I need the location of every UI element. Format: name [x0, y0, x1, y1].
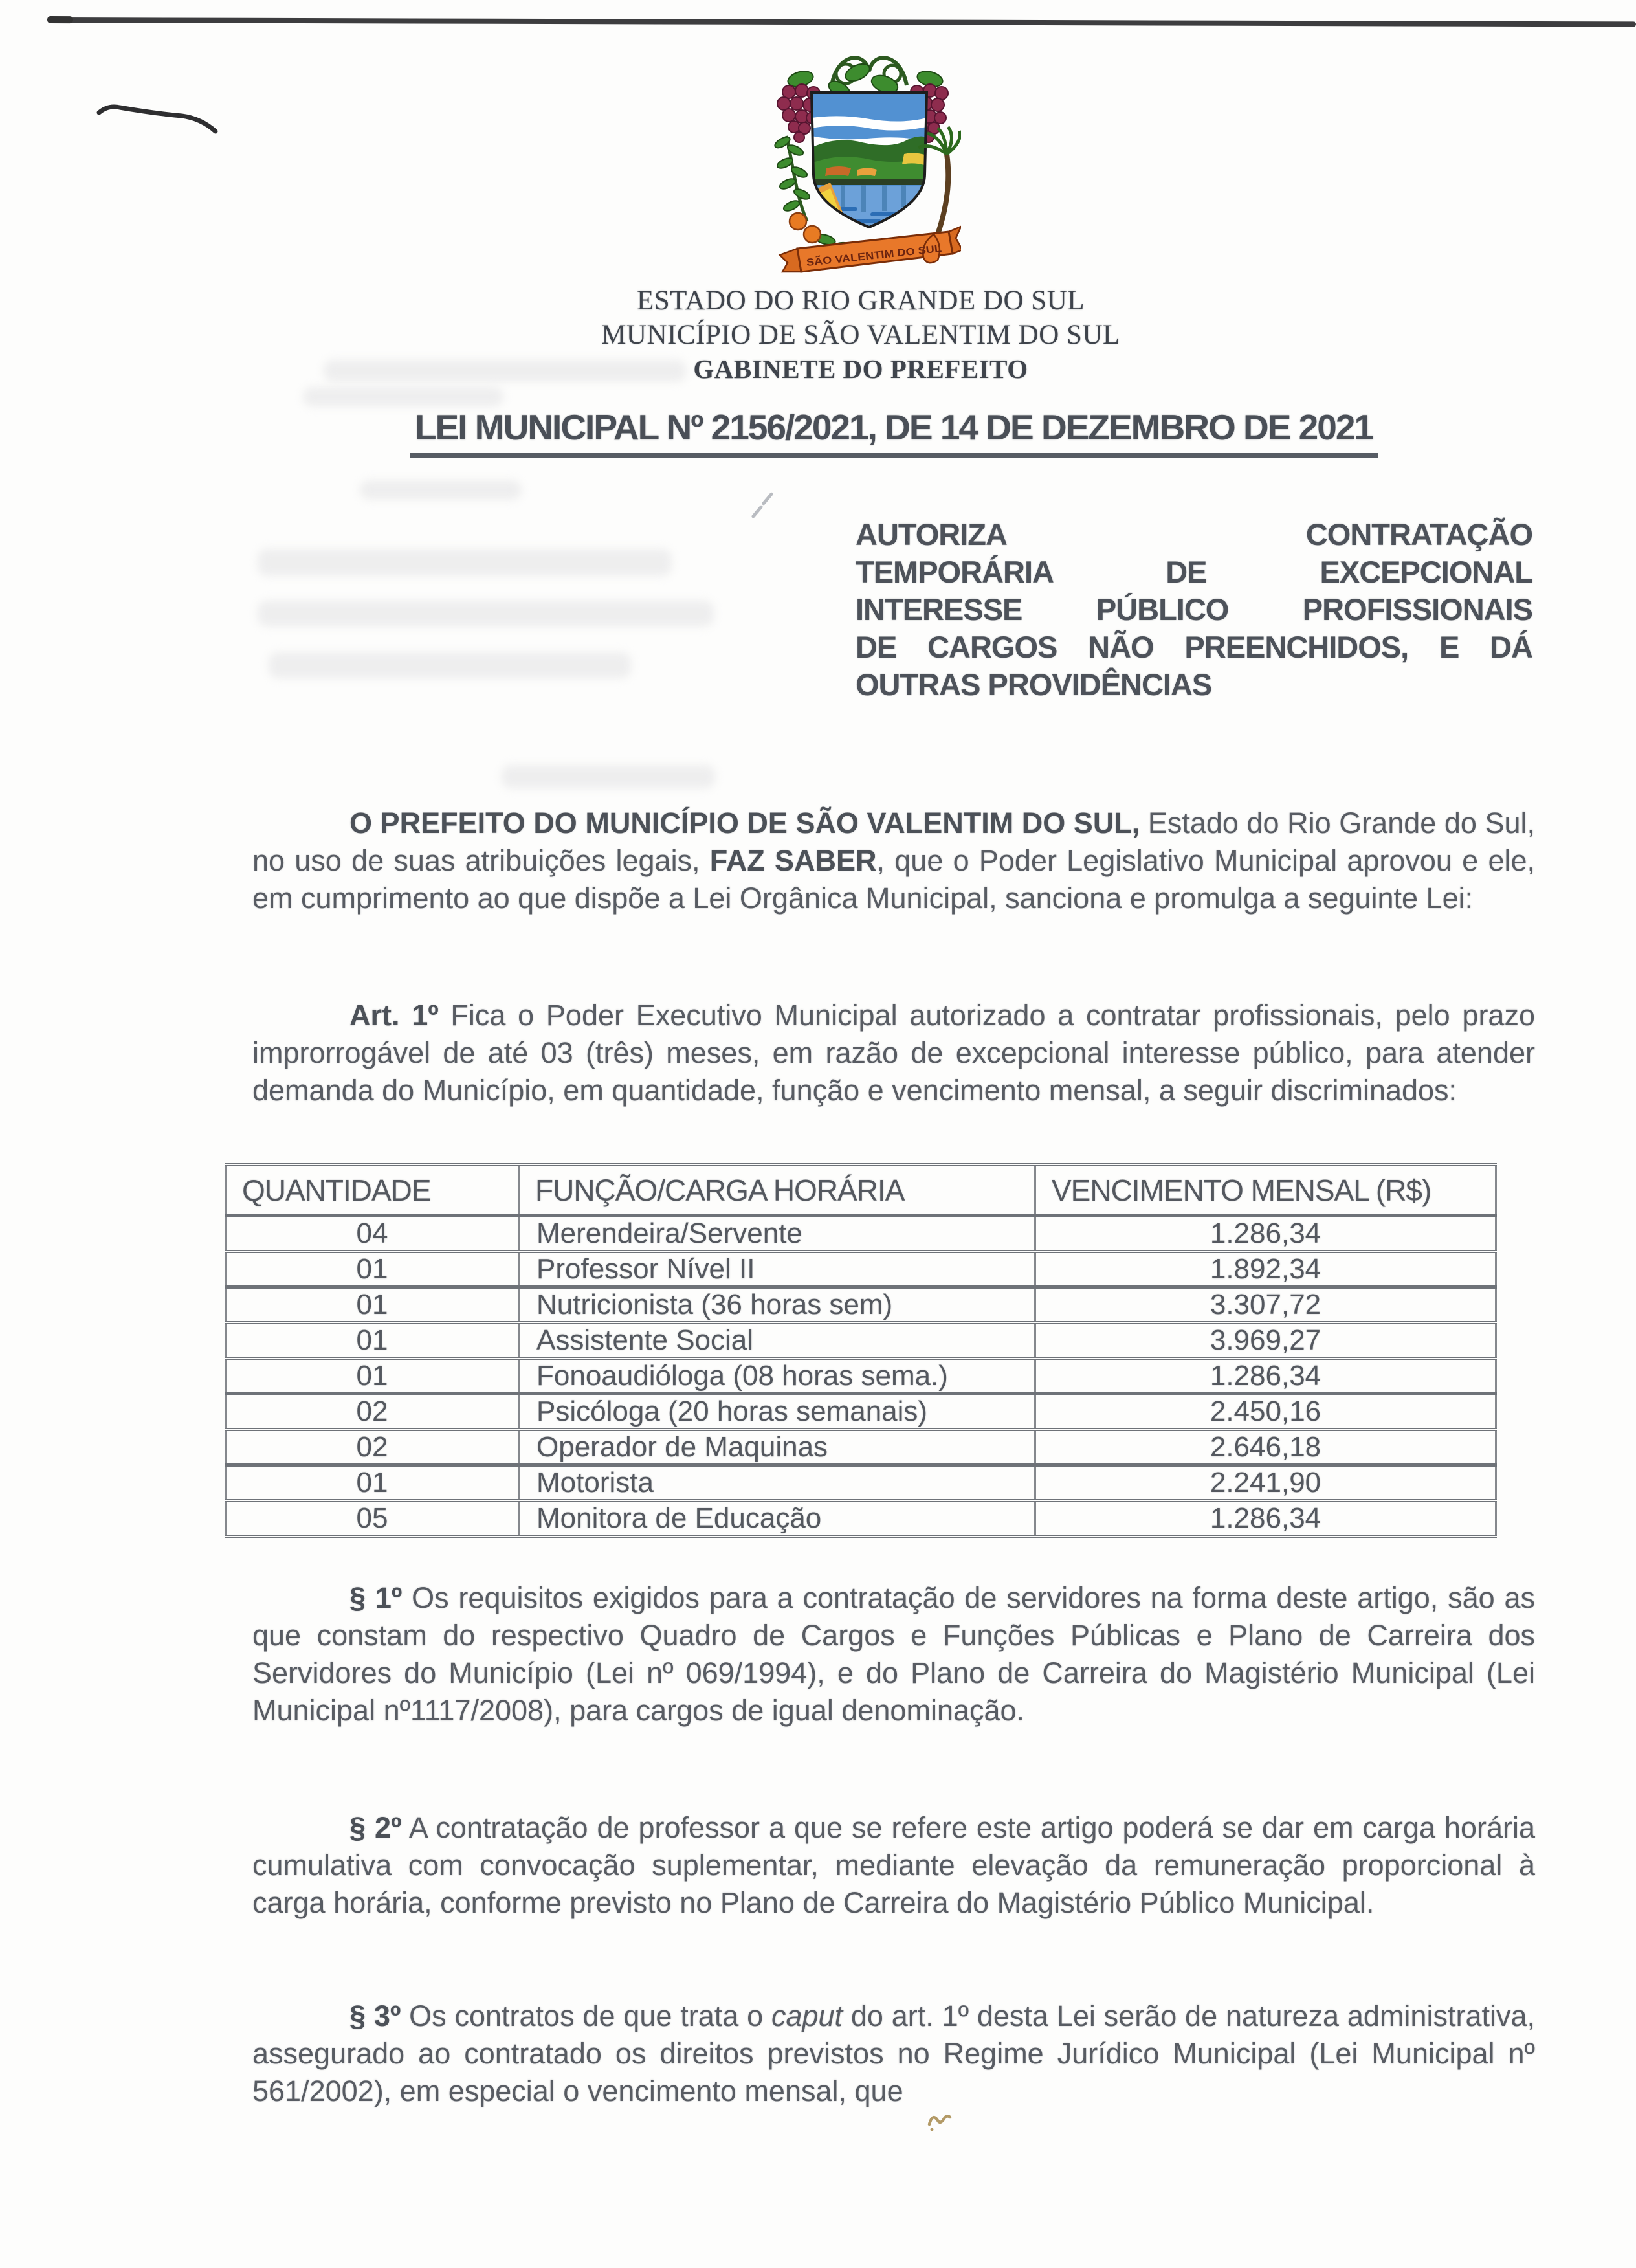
cell-role: Psicóloga (20 horas semanais)	[519, 1394, 1035, 1430]
bleedthrough-ghost-text	[303, 387, 503, 406]
bleedthrough-ghost-text	[258, 549, 672, 576]
cell-role: Merendeira/Servente	[519, 1216, 1035, 1252]
law-title	[252, 406, 1535, 458]
table-header-role: FUNÇÃO/CARGA HORÁRIA	[519, 1165, 1035, 1216]
text-run: do art. 1º desta Lei serão de natureza administrativa, assegurado ao contratado os direitos previstos no Regime Jurídico Municipal (Lei Municipal nº 561/2002), em especial o vencimento mensal, que	[252, 1999, 1535, 2107]
summary-line: TEMPORÁRIA DE EXCEPCIONAL	[856, 555, 1532, 589]
bleedthrough-ghost-text	[360, 480, 522, 500]
bold-run: § 2º	[349, 1811, 402, 1844]
paragraph-1	[252, 1579, 1535, 1729]
table-row	[226, 1501, 1496, 1537]
cell-salary: 3.307,72	[1035, 1287, 1496, 1323]
positions-table	[225, 1163, 1497, 1538]
cell-quantity: 02	[226, 1394, 519, 1430]
cell-role: Nutricionista (36 horas sem)	[519, 1287, 1035, 1323]
table-row	[226, 1287, 1496, 1323]
bleedthrough-ghost-text	[269, 652, 631, 678]
table-header-row	[226, 1165, 1496, 1216]
text-run: Estado do Rio Grande do Sul, no uso de suas atribuições legais,	[252, 806, 1535, 877]
scan-edge-line-artifact	[49, 17, 1636, 27]
table-row	[226, 1430, 1496, 1465]
text-run: A contratação de professor a que se refere este artigo poderá se dar em carga horária cumulativa com convocação suplementar, mediante elevação da remuneração proporcional à carga horária, conforme previsto no Plano de Carreira do Magistério Público Municipal.	[252, 1811, 1535, 1919]
cell-quantity: 04	[226, 1216, 519, 1252]
cell-salary: 1.892,34	[1035, 1252, 1496, 1287]
paragraph-3	[252, 1997, 1535, 2110]
cell-role: Professor Nível II	[519, 1252, 1035, 1287]
table-row	[226, 1216, 1496, 1252]
cell-quantity: 01	[226, 1323, 519, 1359]
bleedthrough-ghost-text	[258, 601, 714, 627]
italic-run: caput	[771, 1999, 843, 2032]
coat-of-arms	[767, 45, 961, 276]
letterhead-office-line: GABINETE DO PREFEITO	[693, 354, 1028, 384]
cell-salary: 3.969,27	[1035, 1323, 1496, 1359]
cell-role: Assistente Social	[519, 1323, 1035, 1359]
cell-quantity: 05	[226, 1501, 519, 1537]
cell-role: Monitora de Educação	[519, 1501, 1035, 1537]
bold-run: FAZ SABER	[709, 844, 877, 877]
summary-line: INTERESSE PÚBLICO PROFISSIONAIS	[856, 592, 1532, 627]
cell-role: Fonoaudióloga (08 horas sema.)	[519, 1359, 1035, 1394]
cell-quantity: 02	[226, 1430, 519, 1465]
bold-run: O PREFEITO DO MUNICÍPIO DE SÃO VALENTIM DO SUL,	[349, 806, 1140, 839]
letterhead-municipality-line: MUNICÍPIO DE SÃO VALENTIM DO SUL	[601, 320, 1120, 350]
bold-run: § 3º	[349, 1999, 401, 2032]
table-header-salary: VENCIMENTO MENSAL (R$)	[1035, 1165, 1496, 1216]
article-1-paragraph	[252, 997, 1535, 1109]
cell-salary: 2.450,16	[1035, 1394, 1496, 1430]
table-row	[226, 1323, 1496, 1359]
cell-salary: 2.241,90	[1035, 1465, 1496, 1501]
shield-scene	[812, 93, 927, 227]
table-row	[226, 1465, 1496, 1501]
cell-quantity: 01	[226, 1465, 519, 1501]
law-summary	[856, 516, 1532, 704]
pen-mark-artifact	[96, 102, 222, 135]
cell-salary: 2.646,18	[1035, 1430, 1496, 1465]
cell-quantity: 01	[226, 1252, 519, 1287]
law-title-text: LEI MUNICIPAL Nº 2156/2021, DE 14 DE DEZEMBRO DE 2021	[410, 406, 1378, 458]
table-row	[226, 1359, 1496, 1394]
pen-dash-artifact	[751, 505, 763, 519]
letterhead	[408, 284, 1314, 386]
text-run: Fica o Poder Executivo Municipal autorizado a contratar profissionais, pelo prazo improrrogável de até 03 (três) meses, em razão de excepcional interesse público, para atender demanda do Município, em quantidade, função e vencimento mensal, a seguir discriminados:	[252, 999, 1535, 1107]
cell-role: Operador de Maquinas	[519, 1430, 1035, 1465]
bleedthrough-ghost-text	[502, 765, 715, 788]
summary-line: AUTORIZA CONTRATAÇÃO	[856, 517, 1532, 551]
ink-squiggle-artifact	[924, 2102, 953, 2133]
summary-line: DE CARGOS NÃO PREENCHIDOS, E DÁ	[856, 630, 1532, 664]
cell-role: Motorista	[519, 1465, 1035, 1501]
summary-line: OUTRAS PROVIDÊNCIAS	[856, 667, 1212, 702]
cell-salary: 1.286,34	[1035, 1501, 1496, 1537]
cell-salary: 1.286,34	[1035, 1359, 1496, 1394]
text-run: Os contratos de que trata o	[401, 1999, 771, 2032]
cell-salary: 1.286,34	[1035, 1216, 1496, 1252]
bold-run: Art. 1º	[349, 999, 439, 1032]
cell-quantity: 01	[226, 1287, 519, 1323]
text-run: Os requisitos exigidos para a contratação de servidores na forma deste artigo, são as que constam do respectivo Quadro de Cargos e Funções Públicas e Plano de Carreira dos Servidores do Município (Lei nº 069/1994), e do Plano de Carreira do Magistério Municipal (Lei Municipal nº1117/2008), para cargos de igual denominação.	[252, 1581, 1536, 1727]
table-row	[226, 1394, 1496, 1430]
paragraph-2	[252, 1809, 1535, 1922]
cell-quantity: 01	[226, 1359, 519, 1394]
bold-run: § 1º	[349, 1581, 403, 1614]
text-run: , que o Poder Legislativo Municipal aprovou e ele, em cumprimento ao que dispõe a Lei Orgânica Municipal, sanciona e promulga a seguinte Lei:	[252, 844, 1535, 915]
table-header-quantity: QUANTIDADE	[226, 1165, 519, 1216]
table-row	[226, 1252, 1496, 1287]
pen-dash-artifact	[761, 492, 773, 506]
coat-ribbon-text: SÃO VALENTIM DO SUL	[806, 245, 926, 269]
letterhead-state-line: ESTADO DO RIO GRANDE DO SUL	[636, 285, 1085, 316]
preamble-paragraph	[252, 805, 1535, 917]
